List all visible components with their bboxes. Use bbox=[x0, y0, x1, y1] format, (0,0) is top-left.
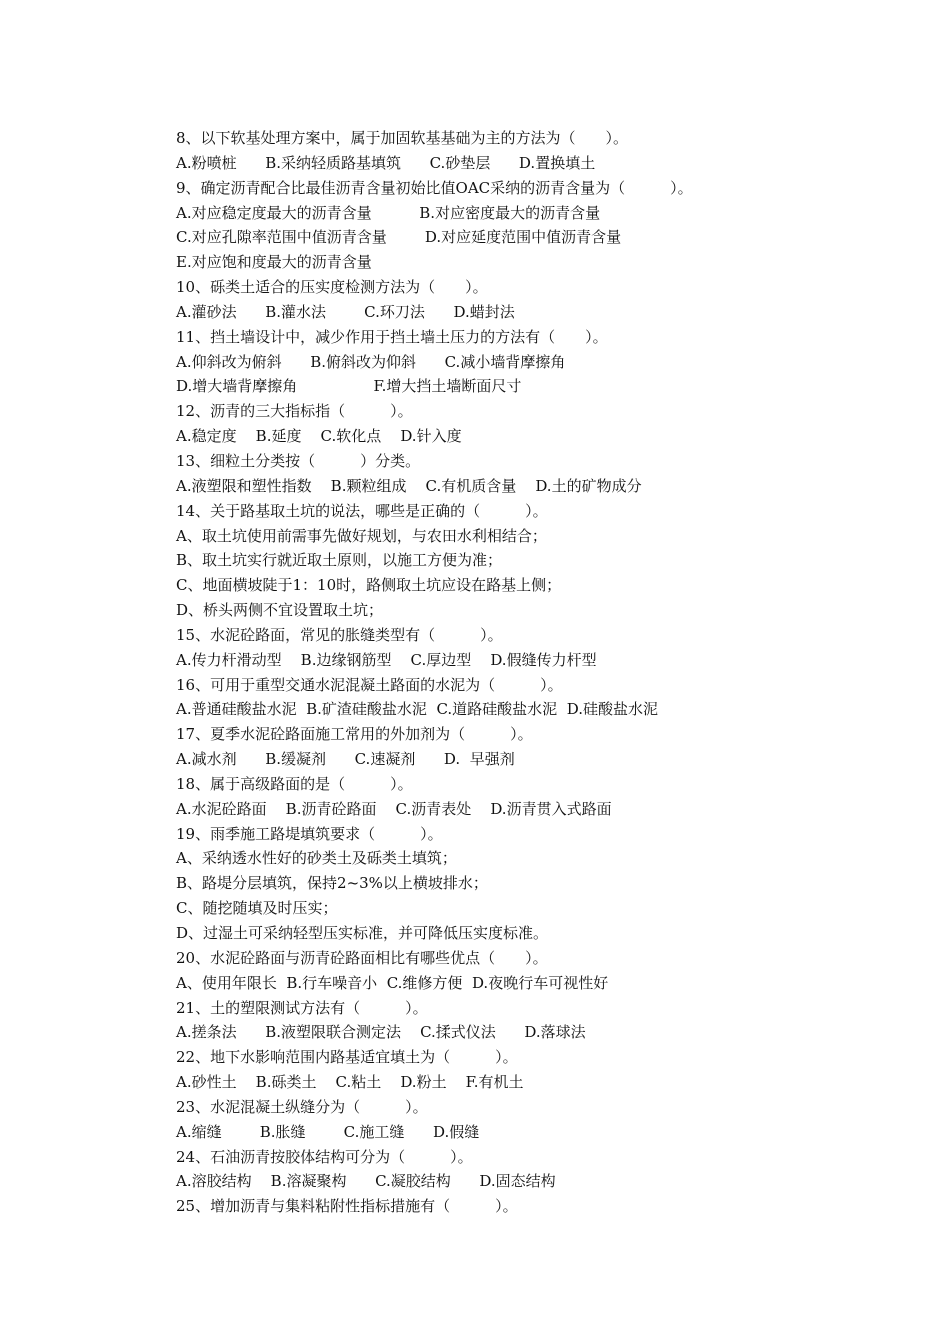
answer-options: C.对应孔隙率范围中值沥青含量 D.对应延度范围中值沥青含量 bbox=[176, 228, 622, 247]
question-text: 9、确定沥青配合比最佳沥青含量初始比值OAC采纳的沥青含量为（ ）。 bbox=[176, 178, 693, 197]
question-text: 15、水泥砼路面，常见的胀缝类型有（ ）。 bbox=[176, 625, 503, 644]
question-text: 21、土的塑限测试方法有（ ）。 bbox=[176, 998, 428, 1017]
answer-options: A.砂性土 B.砾类土 C.粘土 D.粉土 F.有机土 bbox=[176, 1073, 524, 1092]
question-list bbox=[176, 126, 876, 1219]
question-text: 12、沥青的三大指标指（ ）。 bbox=[176, 402, 413, 421]
answer-options: A.对应稳定度最大的沥青含量 B.对应密度最大的沥青含量 bbox=[176, 203, 601, 222]
answer-options: A.缩缝 B.胀缝 C.施工缝 D.假缝 bbox=[176, 1122, 480, 1141]
question-text: 24、石油沥青按胶体结构可分为（ ）。 bbox=[176, 1147, 473, 1166]
answer-options: E.对应饱和度最大的沥青含量 bbox=[176, 253, 372, 272]
answer-options: A.溶胶结构 B.溶凝聚构 C.凝胶结构 D.固态结构 bbox=[176, 1172, 556, 1191]
answer-options: A.仰斜改为俯斜 B.俯斜改为仰斜 C.减小墙背摩擦角 bbox=[176, 352, 566, 371]
question-text: 13、细粒土分类按（ ）分类。 bbox=[176, 451, 421, 470]
answer-options: A.减水剂 B.缓凝剂 C.速凝剂 D. 早强剂 bbox=[176, 750, 515, 769]
question-text: 25、增加沥青与集料粘附性指标措施有（ ）。 bbox=[176, 1197, 518, 1216]
answer-options: A、使用年限长 B.行车噪音小 C.维修方便 D.夜晚行车可视性好 bbox=[176, 973, 609, 992]
question-text: 8、以下软基处理方案中，属于加固软基基础为主的方法为（ ）。 bbox=[176, 129, 629, 147]
statement-item: B、取土坑实行就近取土原则，以施工方便为准； bbox=[176, 551, 503, 570]
statement-item: B、路堤分层填筑，保持2~3%以上横坡排水； bbox=[176, 874, 488, 893]
answer-options: A.稳定度 B.延度 C.软化点 D.针入度 bbox=[176, 427, 462, 446]
question-text: 23、水泥混凝土纵缝分为（ ）。 bbox=[176, 1097, 428, 1116]
question-text: 19、雨季施工路堤填筑要求（ ）。 bbox=[176, 824, 443, 843]
question-text: 17、夏季水泥砼路面施工常用的外加剂为（ ）。 bbox=[176, 725, 533, 744]
answer-options: A.普通硅酸盐水泥 B.矿渣硅酸盐水泥 C.道路硅酸盐水泥 D.硅酸盐水泥 bbox=[176, 700, 658, 719]
statement-item: A、取土坑使用前需事先做好规划，与农田水利相结合； bbox=[176, 526, 547, 545]
answer-options: A.灌砂法 B.灌水法 C.环刀法 D.蜡封法 bbox=[176, 302, 515, 321]
question-text: 14、关于路基取土坑的说法，哪些是正确的（ ）。 bbox=[176, 501, 548, 520]
answer-options: D.增大墙背摩擦角 F.增大挡土墙断面尺寸 bbox=[176, 377, 522, 396]
question-text: 18、属于高级路面的是（ ）。 bbox=[176, 774, 413, 793]
answer-options: A.搓条法 B.液塑限联合测定法 C.揉式仪法 D.落球法 bbox=[176, 1023, 586, 1042]
question-text: 16、可用于重型交通水泥混凝土路面的水泥为（ ）。 bbox=[176, 675, 563, 694]
answer-options: A.水泥砼路面 B.沥青砼路面 C.沥青表处 D.沥青贯入式路面 bbox=[176, 799, 612, 818]
question-text: 10、砾类土适合的压实度检测方法为（ ）。 bbox=[176, 278, 488, 297]
statement-item: D、过湿土可采纳轻型压实标准，并可降低压实度标准。 bbox=[176, 924, 549, 942]
statement-item: D、桥头两侧不宜设置取土坑； bbox=[176, 601, 384, 620]
question-text: 11、挡土墙设计中，减少作用于挡土墙土压力的方法有（ ）。 bbox=[176, 327, 608, 346]
statement-item: A、采纳透水性好的砂类土及砾类土填筑； bbox=[176, 849, 457, 868]
question-text: 20、水泥砼路面与沥青砼路面相比有哪些优点（ ）。 bbox=[176, 948, 548, 967]
statement-item: C、随挖随填及时压实； bbox=[176, 899, 338, 918]
answer-options: A.液塑限和塑性指数 B.颗粒组成 C.有机质含量 D.土的矿物成分 bbox=[176, 476, 642, 495]
answer-options: A.传力杆滑动型 B.边缘钢筋型 C.厚边型 D.假缝传力杆型 bbox=[176, 650, 597, 669]
question-text: 22、地下水影响范围内路基适宜填土为（ ）。 bbox=[176, 1048, 518, 1067]
statement-item: C、地面横坡陡于1：10时，路侧取土坑应设在路基上侧； bbox=[176, 576, 562, 595]
answer-options: A.粉喷桩 B.采纳轻质路基填筑 C.砂垫层 D.置换填土 bbox=[176, 153, 596, 172]
